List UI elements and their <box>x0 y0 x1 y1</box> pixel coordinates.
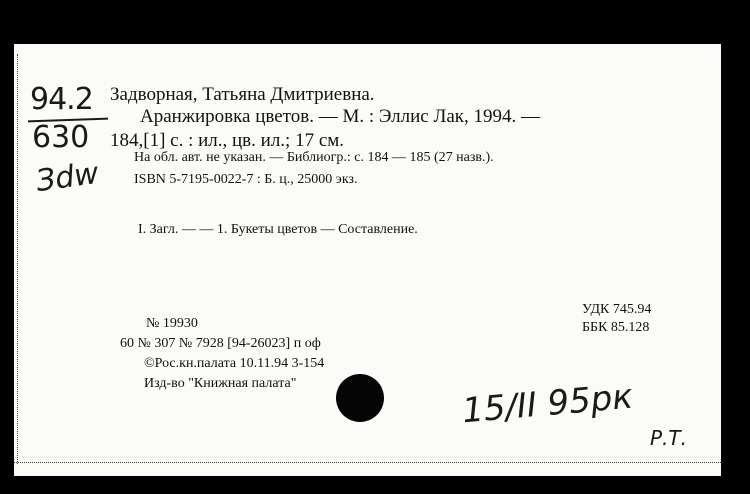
note-bibliography: На обл. авт. не указан. — Библиогр.: с. 184 — 185 (27 назв.). <box>134 150 494 165</box>
udk-code: УДК 745.94 <box>582 302 652 317</box>
handwritten-initials: Р.Т. <box>650 426 687 450</box>
catalog-card <box>14 44 721 476</box>
card-bottom-edge <box>14 462 721 463</box>
heading-author: Задворная, Татьяна Дмитриевна. <box>110 84 375 105</box>
call-number-bottom: 630 <box>32 120 90 155</box>
handwritten-date: 15/II 95рк <box>460 376 635 432</box>
imprint-line-2: ©Рос.кн.палата 10.11.94 3-154 <box>144 356 325 371</box>
call-number-top: 94.2 <box>30 82 93 117</box>
note-isbn: ISBN 5-7195-0022-7 : Б. ц., 25000 экз. <box>134 172 358 187</box>
card-left-edge <box>17 54 18 464</box>
author-mark: Зdw <box>33 155 101 200</box>
hole-punch <box>336 374 384 422</box>
tracings: I. Загл. — — 1. Букеты цветов — Составление. <box>138 222 418 237</box>
bbk-code: ББК 85.128 <box>582 320 650 335</box>
imprint-line-3: Изд-во "Книжная палата" <box>144 376 297 391</box>
title-line: Аранжировка цветов. — М. : Эллис Лак, 1994. — <box>140 106 541 127</box>
record-number: № 19930 <box>146 316 198 331</box>
imprint-line-1: 60 № 307 № 7928 [94-26023] п оф <box>120 336 321 351</box>
collation: 184,[1] с. : ил., цв. ил.; 17 см. <box>110 130 345 151</box>
